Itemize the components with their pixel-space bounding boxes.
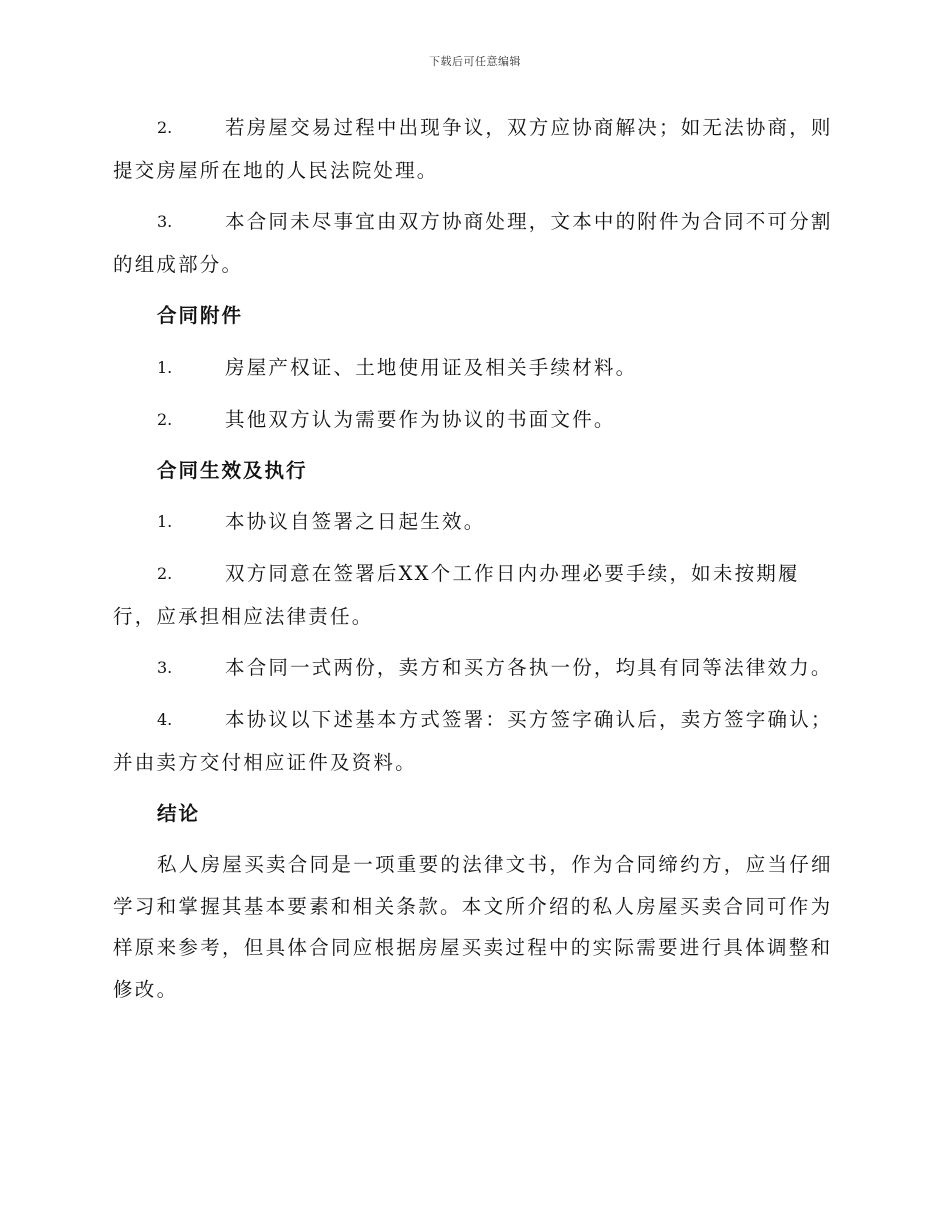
item-text: 双方同意在签署后XX个工作日内办理必要手续，如未按期履行，应承担相应法律责任。 — [113, 562, 800, 628]
item-number: 3. — [157, 658, 173, 677]
item-text: 其他双方认为需要作为协议的书面文件。 — [225, 408, 616, 431]
list-item — [113, 200, 833, 286]
header-note: 下载后可任意编辑 — [429, 55, 521, 68]
item-number: 2. — [157, 118, 173, 137]
item-text: 本协议以下述基本方式签署：买方签字确认后，卖方签字确认；并由卖方交付相应证件及资料。 — [113, 708, 833, 774]
item-text: 房屋产权证、土地使用证及相关手续材料。 — [225, 356, 638, 379]
item-text: 本合同一式两份，卖方和买方各执一份，均具有同等法律效力。 — [225, 656, 833, 679]
item-number: 2. — [157, 410, 173, 429]
item-text: 若房屋交易过程中出现争议，双方应协商解决；如无法协商，则提交房屋所在地的人民法院处理。 — [113, 116, 833, 182]
section-heading-attachments: 合同附件 — [157, 304, 244, 327]
section-heading-conclusion: 结论 — [157, 802, 201, 825]
item-number: 3. — [157, 212, 173, 231]
list-item — [113, 698, 833, 784]
conclusion-paragraph: 私人房屋买卖合同是一项重要的法律文书，作为合同缔约方，应当仔细学习和掌握其基本要素和相关条款。本文所介绍的私人房屋买卖合同可作为样原来参考，但具体合同应根据房屋买卖过程中的实际需要进行具体调整和修改。 — [113, 853, 833, 1001]
list-item — [113, 106, 833, 192]
list-item — [113, 646, 833, 689]
list-item — [113, 500, 833, 543]
list-item — [113, 346, 833, 389]
item-text: 本协议自签署之日起生效。 — [225, 510, 486, 533]
item-number: 1. — [157, 512, 173, 531]
list-item — [113, 552, 833, 638]
item-number: 2. — [157, 564, 173, 583]
item-number: 4. — [157, 710, 173, 729]
item-text: 本合同未尽事宜由双方协商处理，文本中的附件为合同不可分割的组成部分。 — [113, 210, 833, 276]
list-item — [113, 398, 833, 441]
item-number: 1. — [157, 358, 173, 377]
section-heading-effect: 合同生效及执行 — [157, 459, 308, 482]
